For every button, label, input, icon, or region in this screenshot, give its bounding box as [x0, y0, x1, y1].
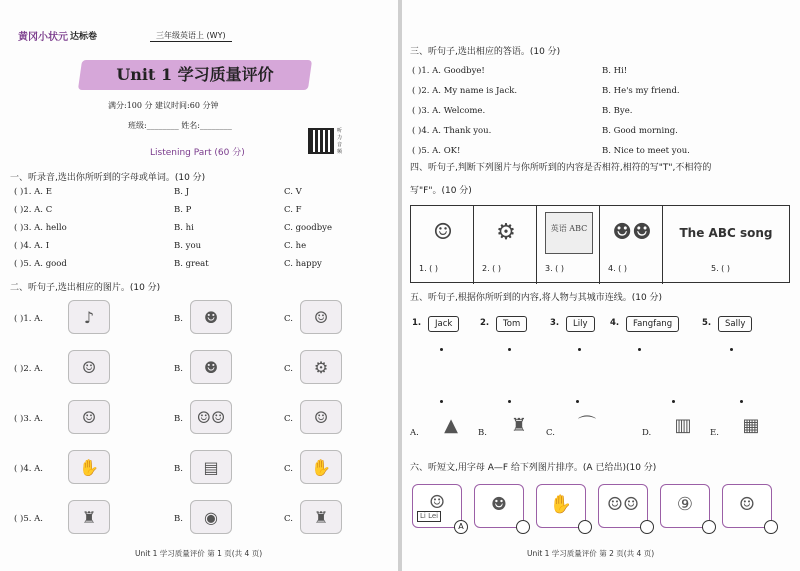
match-dot-top[interactable]	[578, 348, 581, 351]
birthday-cake-icon[interactable]: ♜	[68, 500, 110, 534]
section-4-title-cont: 写"F"。(10 分)	[410, 186, 472, 196]
page-title: Unit 1 学习质量评价	[116, 65, 274, 84]
section-2-title: 二、听句子,选出相应的图片。(10 分)	[10, 283, 161, 293]
qr-code-icon[interactable]	[308, 128, 334, 154]
answer-circle[interactable]	[702, 520, 716, 534]
person-number: 1.	[412, 318, 422, 328]
pic-cell-3	[537, 206, 600, 284]
match-dot-bottom[interactable]	[440, 400, 443, 403]
person-number: 4.	[610, 318, 620, 328]
sleeping-child-icon: ☺	[433, 220, 453, 245]
item-option-b: B. He's my friend.	[602, 86, 680, 96]
answer-circle[interactable]	[516, 520, 530, 534]
pic-cell-2	[474, 206, 537, 284]
page-right	[402, 0, 800, 571]
item-option-a: ( )4. A.	[14, 464, 43, 474]
qr-label: 听力音频	[337, 128, 343, 155]
abc-song-image: The ABC song	[679, 226, 773, 240]
answer-blank-2[interactable]: 2. ( )	[482, 264, 501, 273]
page-left	[0, 0, 398, 571]
item-option-a: ( )3. A. Welcome.	[412, 106, 486, 116]
item-option-b: B. you	[174, 241, 202, 251]
item-option-b: B. Bye.	[602, 106, 633, 116]
two-boys-icon: ☺☺	[598, 484, 648, 528]
person-name-box[interactable]: Tom	[496, 316, 527, 332]
city-towers-icon: ▦	[742, 415, 760, 436]
pic-cell-5	[663, 206, 791, 284]
item-option-b: B.	[174, 314, 183, 324]
boy-playing-icon: ☺	[722, 484, 772, 528]
answer-blank-3[interactable]: 3. ( )	[545, 264, 564, 273]
item-option-c: C.	[284, 364, 293, 374]
robot-icon: ⚙	[496, 220, 516, 245]
li-lei-boy-icon	[412, 484, 462, 528]
item-option-b: B.	[174, 364, 183, 374]
item-option-a: ( )5. A. OK!	[412, 146, 461, 156]
exam-meta: 满分:100 分 建议时间:60 分钟	[108, 101, 219, 110]
section-3-title: 三、听句子,选出相应的答语。(10 分)	[410, 47, 561, 57]
item-option-c: C.	[284, 314, 293, 324]
item-option-c: C. happy	[284, 259, 322, 269]
section-1-title: 一、听录音,选出你所听到的字母或单词。(10 分)	[10, 173, 206, 183]
match-dot-bottom[interactable]	[508, 400, 511, 403]
section-1-item[interactable]	[14, 187, 394, 199]
section-1-item[interactable]	[14, 241, 394, 253]
answer-circle[interactable]	[640, 520, 654, 534]
person-number: 2.	[480, 318, 490, 328]
item-option-a: ( )1. A. Goodbye!	[412, 66, 485, 76]
pic-cell-4	[600, 206, 663, 284]
skyline-icon: ▥	[674, 415, 692, 436]
given-answer-tag[interactable]: A	[454, 520, 468, 534]
li-lei-label: Li Lei	[417, 511, 441, 522]
large-cake-icon[interactable]: ♜	[300, 500, 342, 534]
round-cake-icon[interactable]: ◉	[190, 500, 232, 534]
section-4-title: 四、听句子,判断下列图片与你所听到的内容是否相符,相符的写"T",不相符的	[410, 163, 712, 173]
city-label: E.	[710, 428, 719, 438]
book-and-hand-icon[interactable]: ✋	[68, 450, 110, 484]
item-option-b: B. Hi!	[602, 66, 628, 76]
stadium-icon: ▲	[444, 415, 458, 436]
answer-blank-4[interactable]: 4. ( )	[608, 264, 627, 273]
city-label: D.	[642, 428, 652, 438]
robot-icon[interactable]: ⚙	[300, 350, 342, 384]
boy-waving-icon[interactable]: ☺	[68, 350, 110, 384]
grade-label: 三年级英语上 (WY)	[150, 30, 232, 42]
match-dot-top[interactable]	[638, 348, 641, 351]
item-option-b: B.	[174, 514, 183, 524]
pic-cell-1	[411, 206, 474, 284]
section-6-title: 六、听短文,用字母 A—F 给下列图片排序。(A 已给出)(10 分)	[410, 463, 657, 473]
city-label: A.	[410, 428, 419, 438]
person-name-box[interactable]: Lily	[566, 316, 595, 332]
match-dot-top[interactable]	[508, 348, 511, 351]
footer-left: Unit 1 学习质量评价 第 1 页(共 4 页)	[135, 549, 263, 558]
children-greeting-icon: ☻	[474, 484, 524, 528]
item-option-a: ( )4. A. Thank you.	[412, 126, 492, 136]
item-option-b: B. great	[174, 259, 209, 269]
pagoda-icon: ♜	[510, 415, 528, 436]
item-option-b: B. Good morning.	[602, 126, 678, 136]
item-option-a: ( )5. A. good	[14, 259, 67, 269]
item-option-a: ( )2. A. C	[14, 205, 53, 215]
item-option-a: ( )3. A.	[14, 414, 43, 424]
notebook-icon[interactable]: ▤	[190, 450, 232, 484]
answer-circle[interactable]	[764, 520, 778, 534]
answer-blank-1[interactable]: 1. ( )	[419, 264, 438, 273]
answer-blank-5[interactable]: 5. ( )	[711, 264, 730, 273]
person-number: 3.	[550, 318, 560, 328]
item-option-b: B.	[174, 414, 183, 424]
section-1-item[interactable]	[14, 205, 394, 217]
person-name-box[interactable]: Fangfang	[626, 316, 679, 332]
section-4-picture-table	[410, 205, 790, 283]
english-book-icon: 英语 ABC	[545, 212, 593, 254]
friends-on-sofa-icon[interactable]: ☺☺	[190, 400, 232, 434]
girl-waving-icon[interactable]: ☻	[190, 350, 232, 384]
item-option-b: B. Nice to meet you.	[602, 146, 690, 156]
item-option-c: C.	[284, 464, 293, 474]
item-option-c: C. goodbye	[284, 223, 332, 233]
item-option-a: ( )5. A.	[14, 514, 43, 524]
match-dot-top[interactable]	[730, 348, 733, 351]
dancing-children-icon[interactable]: ♪	[68, 300, 110, 334]
section-3-item[interactable]	[412, 146, 792, 158]
item-option-c: C.	[284, 414, 293, 424]
girls-talking-icon[interactable]: ☺	[300, 300, 342, 334]
footer-right: Unit 1 学习质量评价 第 2 页(共 4 页)	[527, 549, 655, 558]
person-name-box[interactable]: Jack	[428, 316, 459, 332]
match-dot-bottom[interactable]	[740, 400, 743, 403]
section-1-item[interactable]	[14, 259, 394, 271]
number-nine-icon: ⑨	[660, 484, 710, 528]
item-option-b: B. hi	[174, 223, 194, 233]
hand-with-book-icon[interactable]: ✋	[300, 450, 342, 484]
item-option-c: C. F	[284, 205, 302, 215]
section-5-title: 五、听句子,根据你所听到的内容,将人物与其城市连线。(10 分)	[410, 293, 663, 303]
hand-with-mic-icon: ✋	[536, 484, 586, 528]
brand-sub: 达标卷	[70, 32, 98, 42]
city-label: B.	[478, 428, 487, 438]
girl-icon[interactable]: ☺	[300, 400, 342, 434]
person-number: 5.	[702, 318, 712, 328]
answer-circle[interactable]	[578, 520, 592, 534]
listening-part-label: Listening Part (60 分)	[150, 148, 245, 158]
section-3-item[interactable]	[412, 86, 792, 98]
match-dot-bottom[interactable]	[576, 400, 579, 403]
section-1-item[interactable]	[14, 223, 394, 235]
item-option-c: C. he	[284, 241, 307, 251]
brand-logo: 黄冈小状元	[18, 32, 68, 43]
item-option-a: ( )3. A. hello	[14, 223, 67, 233]
match-dot-bottom[interactable]	[672, 400, 675, 403]
item-option-a: ( )4. A. I	[14, 241, 50, 251]
classroom-icon[interactable]: ☻	[190, 300, 232, 334]
item-option-a: ( )1. A.	[14, 314, 43, 324]
item-option-b: B. P	[174, 205, 192, 215]
children-talking-icon: ☻☻	[612, 220, 652, 245]
item-option-a: ( )2. A.	[14, 364, 43, 374]
name-fields: 班级:________ 姓名:________	[128, 121, 232, 130]
boy-icon[interactable]: ☺	[68, 400, 110, 434]
item-option-b: B.	[174, 464, 183, 474]
item-option-b: B. J	[174, 187, 190, 197]
item-option-a: ( )1. A. E	[14, 187, 52, 197]
item-option-a: ( )2. A. My name is Jack.	[412, 86, 518, 96]
section-3-item[interactable]	[412, 66, 792, 78]
boy-face-icon: ☺	[429, 492, 446, 513]
bridge-icon: ⌒	[578, 415, 596, 436]
match-dot-top[interactable]	[440, 348, 443, 351]
city-label: C.	[546, 428, 555, 438]
item-option-c: C. V	[284, 187, 302, 197]
section-3-item[interactable]	[412, 126, 792, 138]
section-3-item[interactable]	[412, 106, 792, 118]
item-option-c: C.	[284, 514, 293, 524]
person-name-box[interactable]: Sally	[718, 316, 752, 332]
